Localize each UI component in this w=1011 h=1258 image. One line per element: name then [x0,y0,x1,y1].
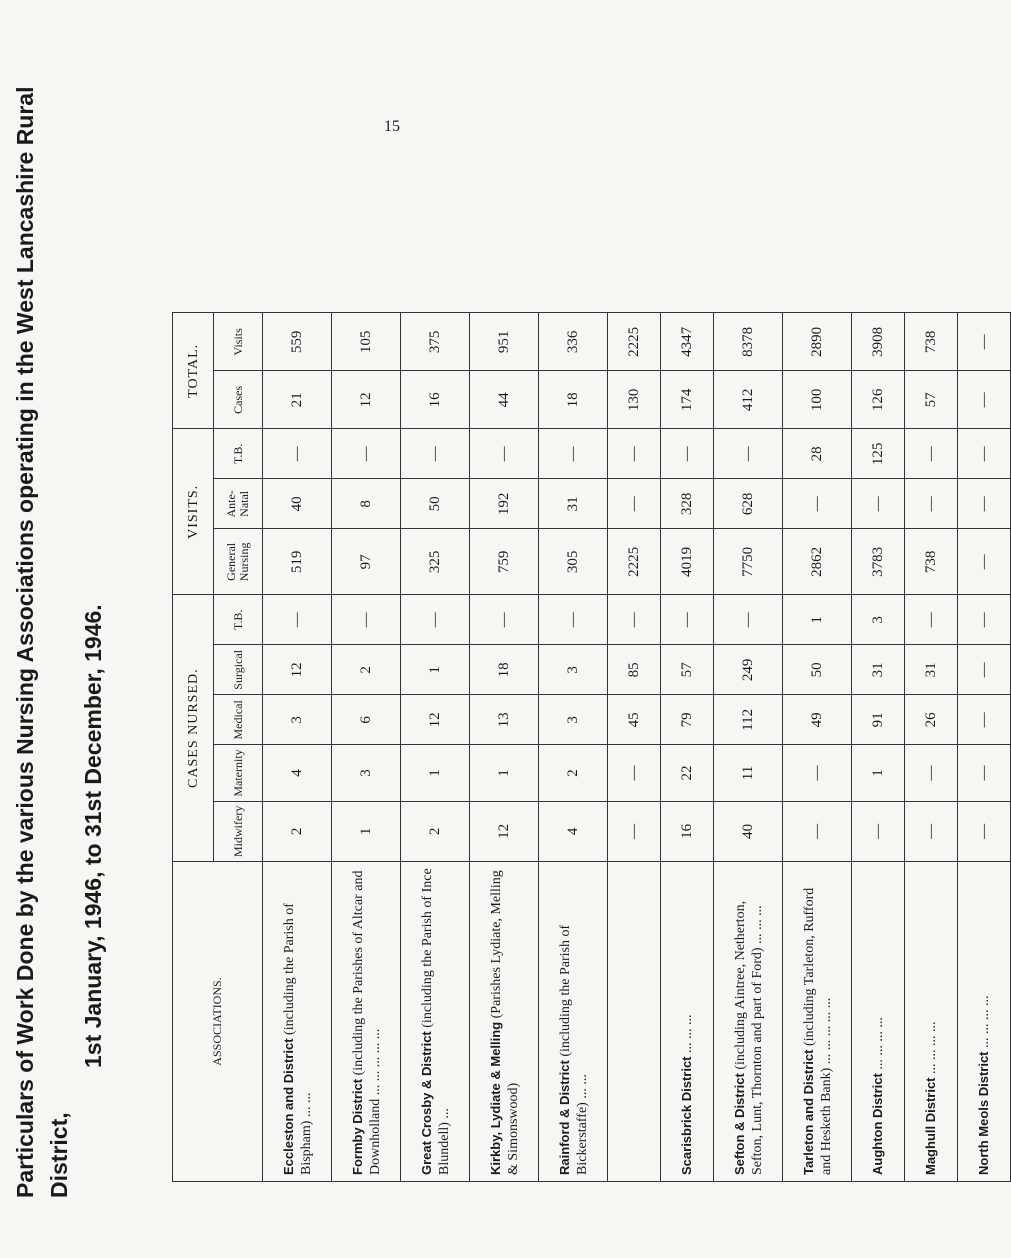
value-cell: — [783,745,852,801]
value-cell: — [852,479,905,529]
value-cell: 7750 [714,529,783,595]
value-cell: — [401,595,470,645]
table-row [714,313,783,1182]
table-row [608,313,661,1182]
nursing-work-table [172,312,1011,1182]
value-cell: — [958,479,1011,529]
value-cell: — [608,479,661,529]
page-number: 15 [384,118,400,135]
value-cell: 79 [661,695,714,745]
association-name: Maghull District [923,1077,938,1175]
header-total-visits: Visits [214,313,263,371]
value-cell: 1 [401,745,470,801]
value-cell: — [470,429,539,479]
table-row [905,313,958,1182]
value-cell: 2862 [783,529,852,595]
value-cell: 91 [852,695,905,745]
table-row [332,313,401,1182]
association-name: North Meols District [976,1051,991,1175]
value-cell: 22 [661,745,714,801]
value-cell: — [852,801,905,861]
header-visits: VISITS. [173,429,214,595]
value-cell: 628 [714,479,783,529]
value-cell: 738 [905,529,958,595]
value-cell: 6 [332,695,401,745]
value-cell: — [608,595,661,645]
value-cell: 57 [905,371,958,429]
value-cell: — [714,429,783,479]
value-cell: 44 [470,371,539,429]
value-cell: 2225 [608,313,661,371]
value-cell: — [958,595,1011,645]
value-cell: — [958,801,1011,861]
association-name: Rainford & District [556,1060,572,1175]
value-cell: 519 [263,529,332,595]
header-maternity: Maternity [214,745,263,801]
association-description: (including Tarleton, Rufford and Hesketh Bank) ... ... ... ... ... [801,887,834,1175]
association-description: ... ... ... ... [977,995,992,1048]
header-total: TOTAL. [173,313,214,429]
value-cell: — [958,745,1011,801]
value-cell: — [661,429,714,479]
association-description: (including the Parish of Ince Blundell) ... [419,868,452,1175]
value-cell: — [539,429,608,479]
value-cell: 45 [608,695,661,745]
value-cell: 174 [661,371,714,429]
association-cell [401,862,470,1182]
value-cell: 4 [263,745,332,801]
value-cell: 305 [539,529,608,595]
association-description: ... ... ... [680,1014,695,1053]
value-cell: 11 [714,745,783,801]
value-cell: 2 [332,645,401,695]
value-cell: — [958,529,1011,595]
value-cell: 12 [263,645,332,695]
association-cell [958,862,1011,1182]
value-cell: 4 [539,801,608,861]
value-cell: — [332,595,401,645]
value-cell: 249 [714,645,783,695]
value-cell: 8 [332,479,401,529]
header-surgical: Surgical [214,645,263,695]
association-cell [852,862,905,1182]
value-cell: 31 [852,645,905,695]
title-line-1: Particulars of Work Done by the various Nursing Associations operating in the West Lancashire Rural District, [12,86,72,1198]
table-row [539,313,608,1182]
association-cell [539,862,608,1182]
table-row [470,313,539,1182]
value-cell: 112 [714,695,783,745]
association-description: ... ... ... ... [871,1017,886,1070]
page-title [8,58,110,1198]
value-cell: 12 [401,695,470,745]
association-cell [905,862,958,1182]
header-medical: Medical [214,695,263,745]
value-cell: 16 [661,801,714,861]
value-cell: 412 [714,371,783,429]
value-cell: 4347 [661,313,714,371]
value-cell: 21 [263,371,332,429]
value-cell: 1 [470,745,539,801]
value-cell: 12 [470,801,539,861]
value-cell: 85 [608,645,661,695]
value-cell: — [608,801,661,861]
association-name: Formby District [349,1078,365,1175]
value-cell: — [263,595,332,645]
association-description: ... ... ... ... [924,1021,939,1074]
value-cell: 12 [332,371,401,429]
value-cell: — [332,429,401,479]
value-cell: 3 [852,595,905,645]
value-cell: 559 [263,313,332,371]
value-cell: 50 [401,479,470,529]
value-cell: 192 [470,479,539,529]
value-cell: — [401,429,470,479]
value-cell: — [470,595,539,645]
association-cell [332,862,401,1182]
value-cell: 2 [401,801,470,861]
association-description: (including the Parish of Bispham) ... ... [281,903,314,1175]
association-cell [263,862,332,1182]
value-cell: — [608,429,661,479]
value-cell: 1 [783,595,852,645]
value-cell: — [905,429,958,479]
value-cell: — [958,371,1011,429]
value-cell: — [263,429,332,479]
table-row [783,313,852,1182]
value-cell: — [783,479,852,529]
title-line-2: 1st January, 1946, to 31st December, 1946. [80,604,106,1068]
value-cell: — [958,645,1011,695]
header-tb-visits: T.B. [214,429,263,479]
value-cell: 3783 [852,529,905,595]
value-cell: 1 [332,801,401,861]
value-cell: 738 [905,313,958,371]
value-cell: 16 [401,371,470,429]
value-cell: — [958,313,1011,371]
header-cases-nursed: CASES NURSED. [173,595,214,862]
value-cell: — [958,695,1011,745]
value-cell: 2890 [783,313,852,371]
value-cell: 3 [539,645,608,695]
association-description: (including the Parishes of Altcar and Downholland ... ... ... ... ... [350,870,383,1175]
value-cell: 2 [539,745,608,801]
association-cell [608,862,661,1182]
association-description: (including the Parish of Bickerstaffe) ... ... [557,924,590,1175]
value-cell: 1 [401,645,470,695]
value-cell: 126 [852,371,905,429]
table-row [263,313,332,1182]
value-cell: 130 [608,371,661,429]
value-cell: — [714,595,783,645]
value-cell: 100 [783,371,852,429]
table-row [958,313,1011,1182]
value-cell: 336 [539,313,608,371]
value-cell: 3908 [852,313,905,371]
header-general-nursing: General Nursing [214,529,263,595]
association-name: Scarisbrick District [679,1056,694,1175]
value-cell: 328 [661,479,714,529]
value-cell: 3 [332,745,401,801]
value-cell: — [958,429,1011,479]
association-name: Eccleston and District [280,1038,296,1175]
association-description: (Parishes Lydiate, Melling & Simonswood) [488,870,521,1175]
association-name: Tarleton and District [800,1049,816,1175]
header-tb-cases: T.B. [214,595,263,645]
association-cell [783,862,852,1182]
value-cell: 1 [852,745,905,801]
value-cell: 18 [539,371,608,429]
value-cell: 97 [332,529,401,595]
association-name: Kirkby, Lydiate & Melling [487,1021,503,1175]
value-cell: 50 [783,645,852,695]
value-cell: 125 [852,429,905,479]
value-cell: 375 [401,313,470,371]
value-cell: 13 [470,695,539,745]
association-cell [661,862,714,1182]
value-cell: 759 [470,529,539,595]
value-cell: 951 [470,313,539,371]
value-cell: 4019 [661,529,714,595]
association-cell [714,862,783,1182]
value-cell: 105 [332,313,401,371]
association-cell [470,862,539,1182]
value-cell: 57 [661,645,714,695]
value-cell: 28 [783,429,852,479]
value-cell: 325 [401,529,470,595]
value-cell: 49 [783,695,852,745]
value-cell: — [661,595,714,645]
association-name: Sefton & District [731,1073,747,1175]
value-cell: 26 [905,695,958,745]
value-cell: 2 [263,801,332,861]
value-cell: — [905,745,958,801]
value-cell: 8378 [714,313,783,371]
value-cell: 3 [539,695,608,745]
value-cell: 2225 [608,529,661,595]
association-name: Great Crosby & District [418,1031,434,1175]
value-cell: 18 [470,645,539,695]
value-cell: — [608,745,661,801]
value-cell: 40 [714,801,783,861]
value-cell: — [783,801,852,861]
value-cell: — [905,801,958,861]
table-row [401,313,470,1182]
value-cell: 3 [263,695,332,745]
header-total-cases: Cases [214,371,263,429]
association-description: (including Aintree, Netherton, Sefton, Lunt, Thornton and part of Ford) ... ... ... [732,900,765,1175]
association-name: Aughton District [870,1073,885,1175]
header-associations: ASSOCIATIONS. [173,862,263,1182]
value-cell: 31 [905,645,958,695]
table-row [852,313,905,1182]
value-cell: 31 [539,479,608,529]
value-cell: — [905,595,958,645]
value-cell: — [539,595,608,645]
header-ante-natal: Ante-Natal [214,479,263,529]
value-cell: 40 [263,479,332,529]
value-cell: — [905,479,958,529]
header-midwifery: Midwifery [214,801,263,861]
table-row [661,313,714,1182]
